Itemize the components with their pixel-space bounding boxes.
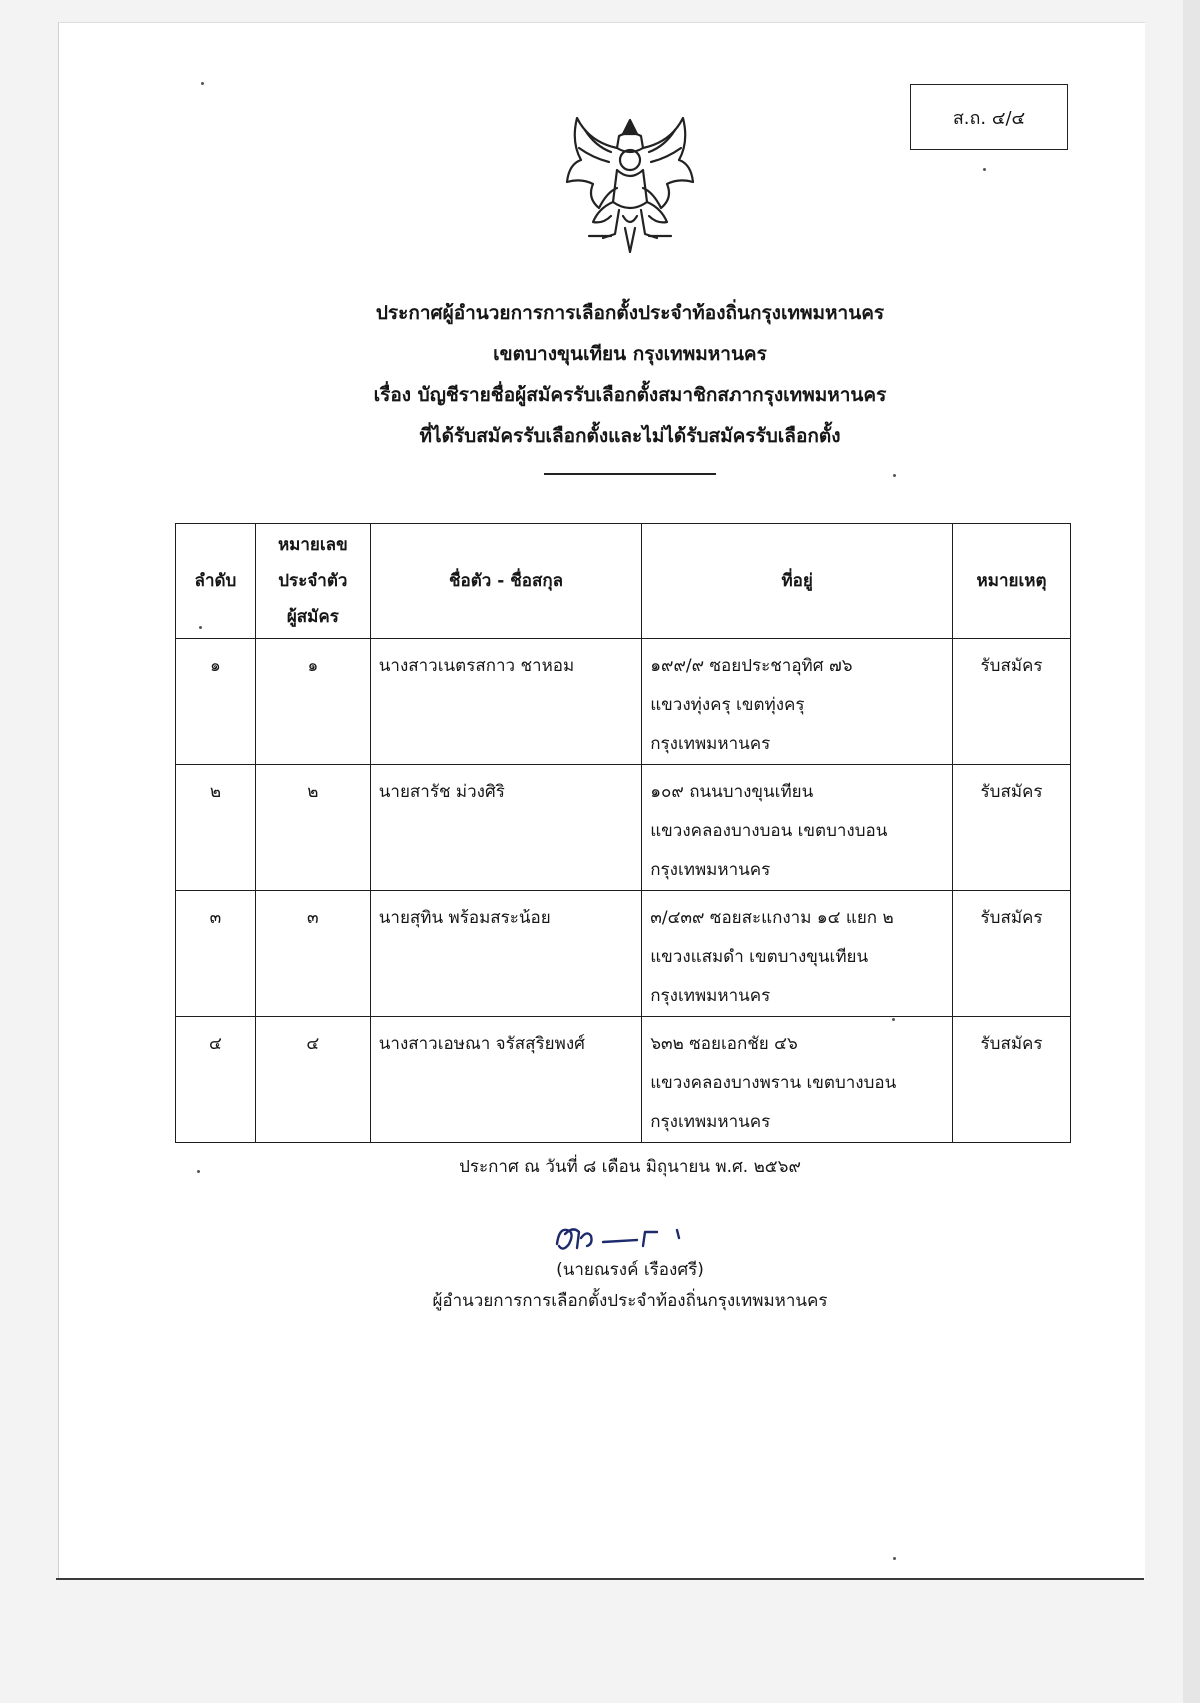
scan-speck (199, 626, 202, 629)
table-row (176, 1017, 1071, 1143)
scan-speck (893, 1557, 896, 1560)
scan-speck (201, 82, 204, 85)
signer-title: ผู้อำนวยการการเลือกตั้งประจำท้องถิ่นกรุงเทพมหานคร (432, 1291, 828, 1311)
cell-address (642, 639, 953, 765)
cell-name: นางสาวเนตรสกาว ชาหอม (370, 639, 641, 765)
header-order: ลำดับ (176, 524, 256, 639)
table-header-row (176, 524, 1071, 639)
address-line: กรุงเทพมหานคร (650, 986, 771, 1006)
cell-address (642, 1017, 953, 1143)
heading-line-1: ประกาศผู้อำนวยการการเลือกตั้งประจำท้องถิ่นกรุงเทพมหานคร (375, 302, 885, 324)
address-line: ๑๐๙ ถนนบางขุนเทียน (650, 782, 814, 802)
announcement-date: ประกาศ ณ วันที่ ๘ เดือน มิถุนายน พ.ศ. ๒๕๖๙ (459, 1157, 801, 1177)
cell-remark: รับสมัคร (953, 1017, 1071, 1143)
announcement-heading (150, 293, 1110, 457)
heading-line-4: ที่ได้รับสมัครรับเลือกตั้งและไม่ได้รับสมัครรับเลือกตั้ง (419, 425, 841, 447)
address-line: กรุงเทพมหานคร (650, 734, 771, 754)
cell-name: นายสารัช ม่วงศิริ (370, 765, 641, 891)
scan-edge (1183, 0, 1200, 1703)
address-line: กรุงเทพมหานคร (650, 1112, 771, 1132)
address-line: กรุงเทพมหานคร (650, 860, 771, 880)
cell-name: นางสาวเอษณา จรัสสุริยพงศ์ (370, 1017, 641, 1143)
form-code: ส.ถ. ๔/๔ (952, 107, 1026, 129)
scan-speck (892, 1018, 895, 1021)
header-address: ที่อยู่ (642, 524, 953, 639)
cell-candidate-number: ๓ (255, 891, 370, 1017)
header-number-line: ประจำตัว (278, 571, 348, 591)
cell-name: นายสุทิน พร้อมสระน้อย (370, 891, 641, 1017)
scan-speck (197, 1170, 200, 1173)
cell-remark: รับสมัคร (953, 891, 1071, 1017)
signer-name: (นายณรงค์ เรืองศรี) (556, 1260, 704, 1280)
cell-address (642, 765, 953, 891)
cell-remark: รับสมัคร (953, 639, 1071, 765)
address-line: แขวงคลองบางบอน เขตบางบอน (650, 821, 888, 841)
cell-candidate-number: ๒ (255, 765, 370, 891)
header-number-line: หมายเลข (277, 535, 348, 555)
table-row (176, 765, 1071, 891)
candidate-table (175, 523, 1071, 1143)
cell-candidate-number: ๔ (255, 1017, 370, 1143)
cell-candidate-number: ๑ (255, 639, 370, 765)
address-line: ๖๓๒ ซอยเอกชัย ๔๖ (650, 1034, 798, 1054)
handwritten-signature-icon (553, 1222, 703, 1256)
address-line: แขวงคลองบางพราน เขตบางบอน (650, 1073, 897, 1093)
garuda-emblem-icon (559, 112, 701, 258)
address-line: แขวงทุ่งครุ เขตทุ่งครุ (650, 695, 805, 715)
page-bottom-edge (56, 1578, 1144, 1580)
header-candidate-number (255, 524, 370, 639)
address-line: ๓/๔๓๙ ซอยสะแกงาม ๑๔ แยก ๒ (650, 908, 894, 928)
cell-order: ๒ (176, 765, 256, 891)
heading-line-2: เขตบางขุนเทียน กรุงเทพมหานคร (493, 343, 767, 365)
table-row (176, 639, 1071, 765)
cell-order: ๔ (176, 1017, 256, 1143)
address-line: แขวงแสมดำ เขตบางขุนเทียน (650, 947, 869, 967)
form-code-box (910, 84, 1068, 150)
heading-line-3: เรื่อง บัญชีรายชื่อผู้สมัครรับเลือกตั้งสมาชิกสภากรุงเทพมหานคร (373, 384, 887, 406)
header-name: ชื่อตัว - ชื่อสกุล (370, 524, 641, 639)
cell-order: ๑ (176, 639, 256, 765)
header-number-line: ผู้สมัคร (286, 607, 339, 627)
heading-underline (544, 473, 716, 475)
header-remark: หมายเหตุ (953, 524, 1071, 639)
scan-speck (983, 168, 986, 171)
cell-address (642, 891, 953, 1017)
cell-remark: รับสมัคร (953, 765, 1071, 891)
address-line: ๑๙๙/๙ ซอยประชาอุทิศ ๗๖ (650, 656, 853, 676)
table-row (176, 891, 1071, 1017)
cell-order: ๓ (176, 891, 256, 1017)
scan-speck (893, 474, 896, 477)
